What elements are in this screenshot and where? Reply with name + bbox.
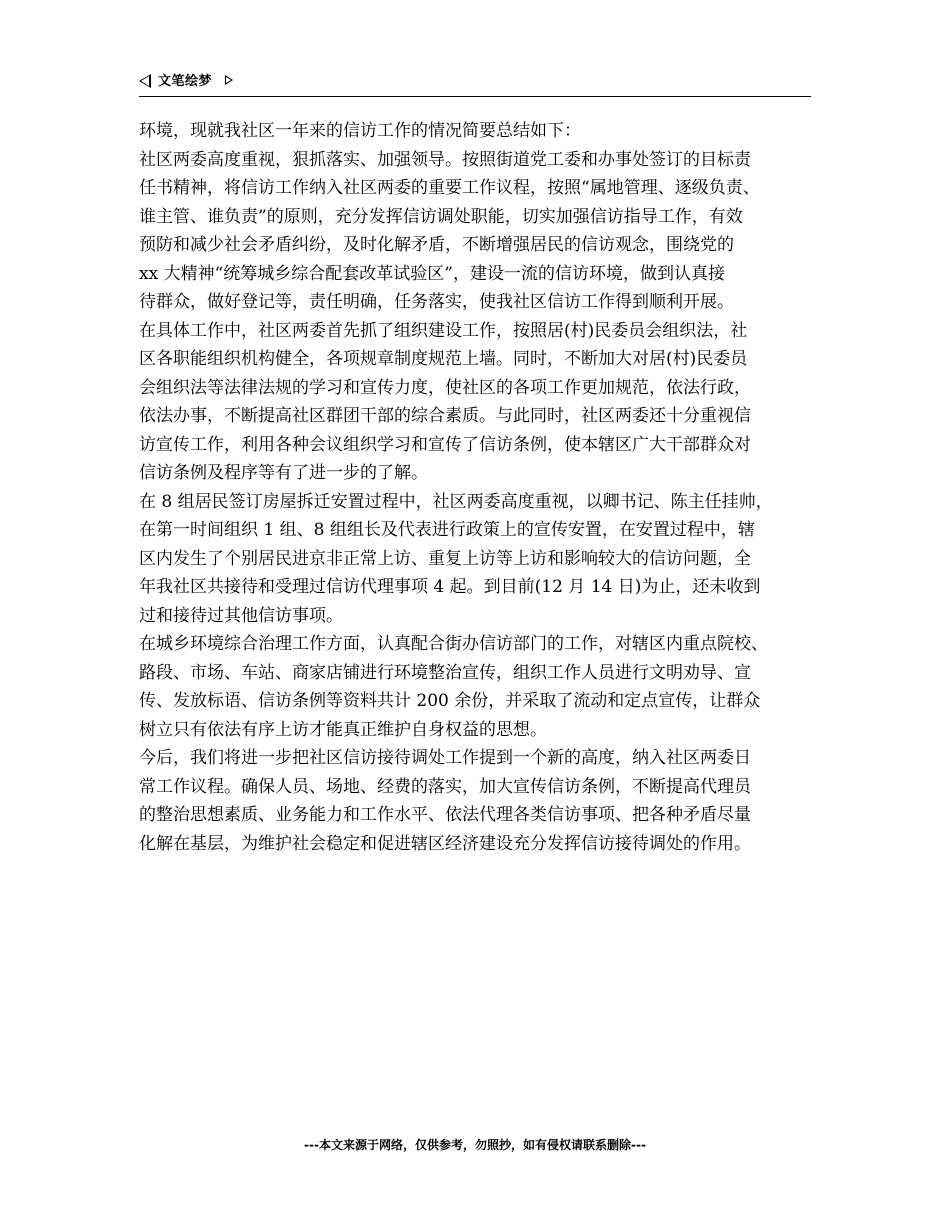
text-line: 今后，我们将进一步把社区信访接待调处工作提到一个新的高度，纳入社区两委日 xyxy=(139,748,751,768)
text-line: 在第一时间组织 1 组、8 组组长及代表进行政策上的宣传安置，在安置过程中，辖 xyxy=(139,520,755,540)
text-line: 年我社区共接待和受理过信访代理事项 4 起。到目前(12 月 14 日)为止，还未收到 xyxy=(139,577,761,597)
text-line: 环境，现就我社区一年来的信访工作的情况简要总结如下： xyxy=(139,121,581,141)
text-line: 的整治思想素质、业务能力和工作水平、依法代理各类信访事项、把各种矛盾尽量 xyxy=(139,805,751,825)
text-line: 依法办事，不断提高社区群团干部的综合素质。与此同时，社区两委还十分重视信 xyxy=(139,406,751,426)
disclaimer-footer: ---本文来源于网络，仅供参考，勿照抄，如有侵权请联系删除--- xyxy=(304,1138,646,1152)
right-triangle-icon xyxy=(225,75,233,85)
text-line: 路段、市场、车站、商家店铺进行环境整治宣传，组织工作人员进行文明劝导、宣 xyxy=(139,662,751,683)
left-triangle-icon xyxy=(139,74,151,88)
text-line: 在具体工作中，社区两委首先抓了组织建设工作，按照居(村)民委员会组织法，社 xyxy=(139,320,748,341)
text-line: 社区两委高度重视，狠抓落实、加强领导。按照街道党工委和办事处签订的目标责 xyxy=(139,149,751,170)
text-line: 谁主管、谁负责”的原则，充分发挥信访调处职能，切实加强信访指导工作，有效 xyxy=(139,206,743,227)
text-line: 待群众，做好登记等，责任明确，任务落实，使我社区信访工作得到顺利开展。 xyxy=(139,292,734,312)
text-line: xx 大精神“统筹城乡综合配套改革试验区”，建设一流的信访环境，做到认真接 xyxy=(139,263,725,284)
text-line: 预防和减少社会矛盾纠纷，及时化解矛盾，不断增强居民的信访观念，围绕党的 xyxy=(139,235,734,255)
text-line: 区各职能组织机构健全，各项规章制度规范上墙。同时，不断加大对居(村)民委员 xyxy=(139,349,748,369)
text-line: 访宣传工作，利用各种会议组织学习和宣传了信访条例，使本辖区广大干部群众对 xyxy=(139,434,751,455)
text-line: 化解在基层，为维护社会稳定和促进辖区经济建设充分发挥信访接待调处的作用。 xyxy=(139,833,751,854)
text-line: 在 8 组居民签订房屋拆迁安置过程中，社区两委高度重视，以卿书记、陈主任挂帅， xyxy=(139,491,773,512)
text-line: 任书精神，将信访工作纳入社区两委的重要工作议程，按照“属地管理、逐级负责、 xyxy=(139,178,760,198)
text-line: 常工作议程。确保人员、场地、经费的落实，加大宣传信访条例，不断提高代理员 xyxy=(139,776,751,797)
text-line: 信访条例及程序等有了进一步的了解。 xyxy=(139,463,428,483)
text-line: 过和接待过其他信访事项。 xyxy=(139,605,343,626)
header-title: 文笔绘梦 xyxy=(158,74,213,89)
page-header xyxy=(139,72,811,97)
text-line: 区内发生了个别居民进京非正常上访、重复上访等上访和影响较大的信访问题，全 xyxy=(139,548,751,569)
text-line: 树立只有依法有序上访才能真正维护自身权益的思想。 xyxy=(139,719,547,740)
document-body xyxy=(139,117,815,858)
text-line: 会组织法等法律法规的学习和宣传力度，使社区的各项工作更加规范，依法行政， xyxy=(139,377,751,398)
text-line: 在城乡环境综合治理工作方面，认真配合街办信访部门的工作，对辖区内重点院校、 xyxy=(139,634,768,654)
text-line: 传、发放标语、信访条例等资料共计 200 余份，并采取了流动和定点宣传，让群众 xyxy=(139,691,761,711)
